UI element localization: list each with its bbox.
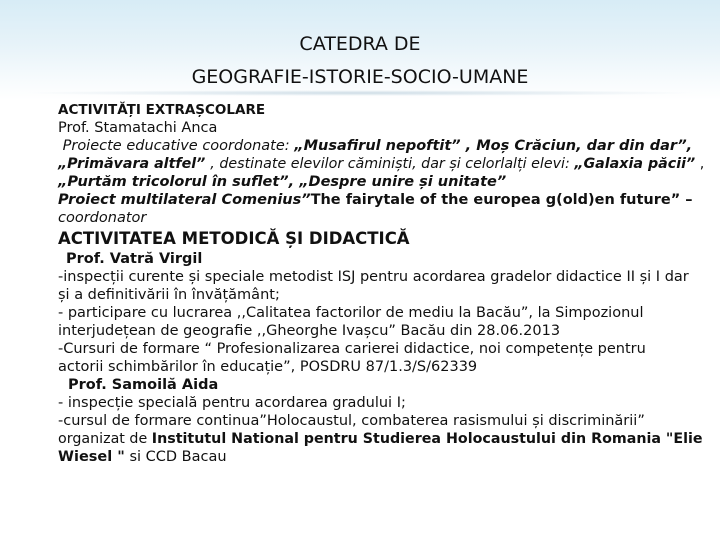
organizer-line-2: [58, 448, 713, 466]
organizer-line: [58, 430, 713, 448]
activity-line: -inspecții curente și speciale metodist ISJ pentru acordarea gradelor didactice II și I dar: [58, 269, 689, 285]
comenius-line: [58, 191, 713, 209]
comenius-role: coordonator: [58, 210, 147, 226]
projects-tail: ,: [695, 156, 705, 172]
comenius-title: The fairytale of the europea g(old)en future: [310, 192, 671, 208]
organizer-name: Institutul National pentru Studierea Holocaustului din Romania "Elie: [151, 431, 703, 447]
projects-label: Proiecte educative coordonate:: [62, 138, 295, 154]
organizer-name-2: Wiesel ": [58, 449, 125, 465]
projects-note: , destinate elevilor căminiști, dar și celorlalți elevi:: [210, 156, 575, 172]
page-title-text1: CATEDRA DE: [299, 33, 421, 55]
activity-line: și a definitivării în învățământ;: [58, 287, 280, 303]
projects-list-d: „Purtăm tricolorul în suflet”, „Despre unire și unitate”: [58, 174, 507, 190]
comenius-label: Proiect multilateral Comenius”: [58, 192, 311, 208]
projects-list-c: „Galaxia păcii”: [574, 156, 696, 172]
activity-line: -cursul de formare continua”Holocaustul, combaterea rasismului și discriminării”: [58, 413, 645, 429]
teacher-name-1: Prof. Vatră Virgil: [66, 251, 203, 267]
activity-line: interjudețean de geografie ,,Gheorghe Ivașcu” Bacău din 28.06.2013: [58, 323, 561, 339]
projects-list-a: „Musafirul nepoftit” , Moș Crăciun, dar din dar”,: [294, 138, 693, 154]
activity-line: - inspecție specială pentru acordarea gradului I;: [58, 395, 406, 411]
organizer-suffix: si CCD Bacau: [124, 449, 227, 465]
slide-body: [58, 101, 713, 466]
organizer-prefix: organizat de: [58, 431, 152, 447]
page-title-line1: [0, 33, 720, 55]
projects-line-2: [58, 155, 713, 173]
section-heading-methodical: ACTIVITATEA METODICĂ ȘI DIDACTICĂ: [58, 229, 410, 248]
section-heading-extracurricular: ACTIVITĂȚI EXTRAȘCOLARE: [58, 102, 266, 118]
activity-line: - participare cu lucrarea ,,Calitatea factorilor de mediu la Bacău”, la Simpozionul: [58, 305, 644, 321]
activity-line: actorii schimbărilor în educație”, POSDRU 87/1.3/S/62339: [58, 359, 478, 375]
projects-line-1: [58, 137, 713, 155]
page-title-line2: GEOGRAFIE-ISTORIE-SOCIO-UMANE: [191, 66, 529, 88]
teacher-name-2: Prof. Samoilă Aida: [68, 377, 219, 393]
teacher-name: Prof. Stamatachi Anca: [58, 120, 218, 136]
projects-list-b: „Primăvara altfel”: [58, 156, 211, 172]
comenius-tail: ” –: [670, 192, 693, 208]
activity-line: -Cursuri de formare “ Profesionalizarea carierei didactice, noi competențe pentru: [58, 341, 646, 357]
